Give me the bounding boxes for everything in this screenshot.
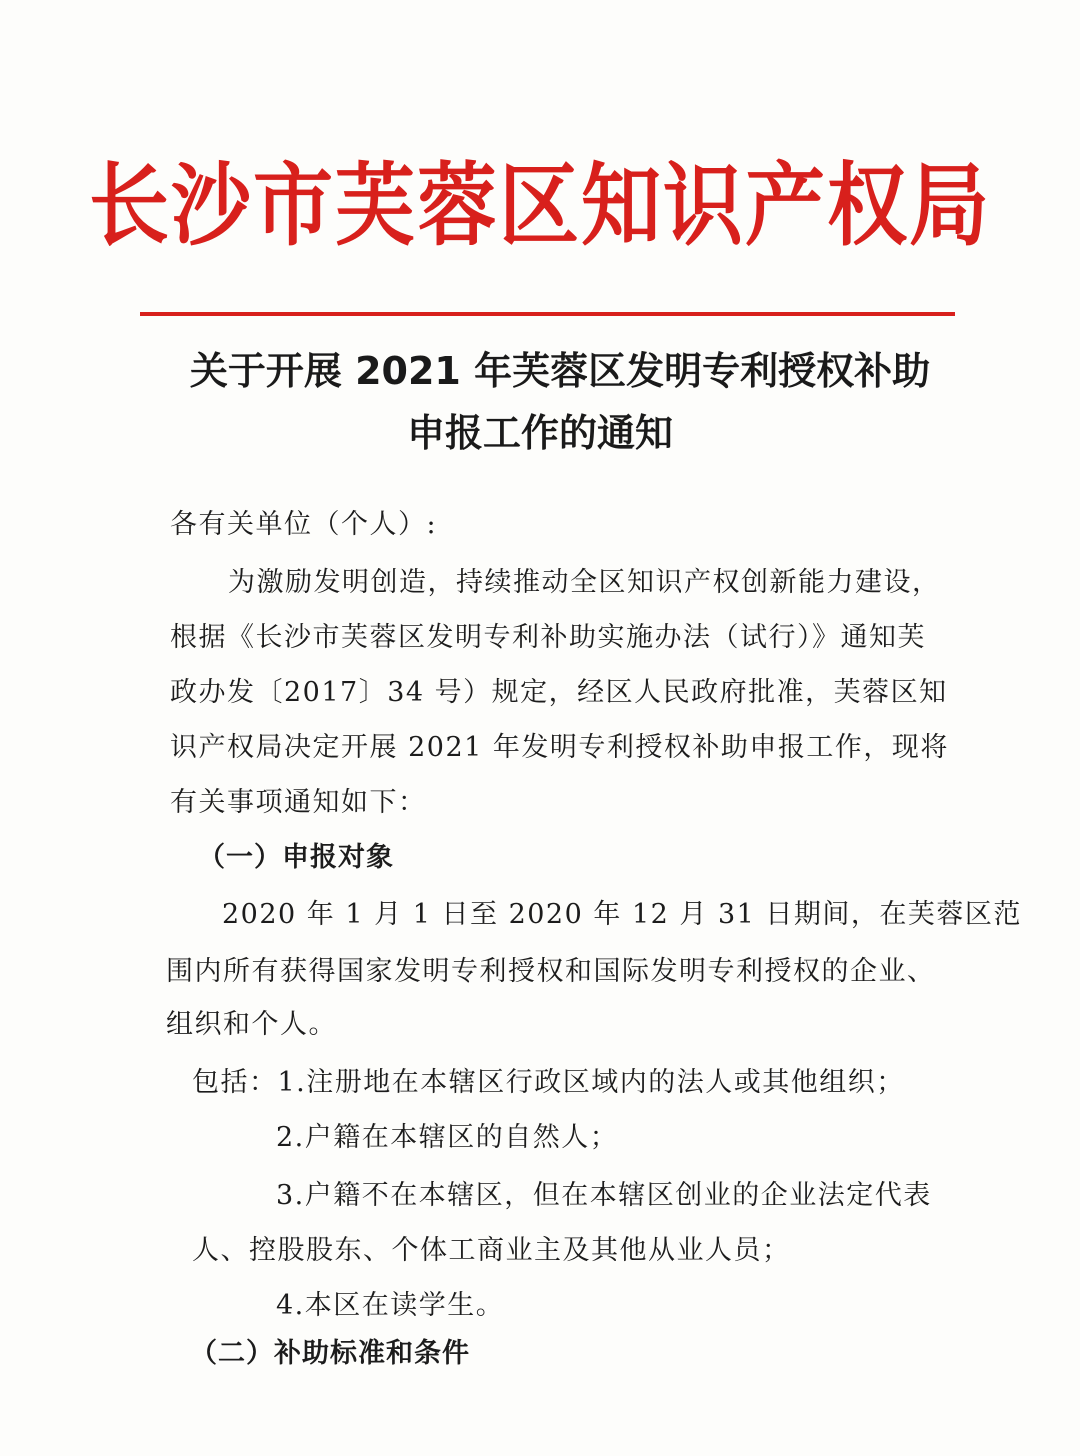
document-title-line-1: 关于开展 2021 年芙蓉区发明专利授权补助: [189, 349, 931, 393]
intro-line: 有关事项通知如下：: [170, 787, 427, 818]
includes-item: 2.户籍在本辖区的自然人；: [276, 1122, 619, 1153]
intro-line: 政办发〔2017〕34 号）规定，经区人民政府批准，芙蓉区知: [170, 677, 948, 708]
red-divider-line: [140, 312, 955, 316]
document-title-line-2: 申报工作的通知: [406, 411, 673, 455]
section-1-line: 组织和个人。: [166, 1009, 337, 1040]
intro-line: 识产权局决定开展 2021 年发明专利授权补助申报工作，现将: [170, 732, 949, 763]
includes-item: 包括：1.注册地在本辖区行政区域内的法人或其他组织；: [192, 1067, 905, 1098]
section-1-line: 围内所有获得国家发明专利授权和国际发明专利授权的企业、: [166, 956, 936, 987]
includes-item: 4.本区在读学生。: [276, 1290, 505, 1321]
section-1-heading: （一）申报对象: [198, 842, 394, 873]
intro-line: 为激励发明创造，持续推动全区知识产权创新能力建设，: [228, 567, 941, 598]
includes-item: 3.户籍不在本辖区，但在本辖区创业的企业法定代表: [276, 1180, 932, 1211]
intro-line: 根据《长沙市芙蓉区发明专利补助实施办法（试行）》通知芙: [170, 622, 926, 653]
section-2-heading: （二）补助标准和条件: [190, 1338, 470, 1369]
includes-item: 人、控股股东、个体工商业主及其他从业人员；: [192, 1235, 791, 1266]
section-1-line: 2020 年 1 月 1 日至 2020 年 12 月 31 日期间，在芙蓉区范: [222, 899, 1022, 930]
salutation: 各有关单位（个人）:: [170, 509, 438, 540]
agency-letterhead: 长沙市芙蓉区知识产权局: [89, 152, 991, 258]
